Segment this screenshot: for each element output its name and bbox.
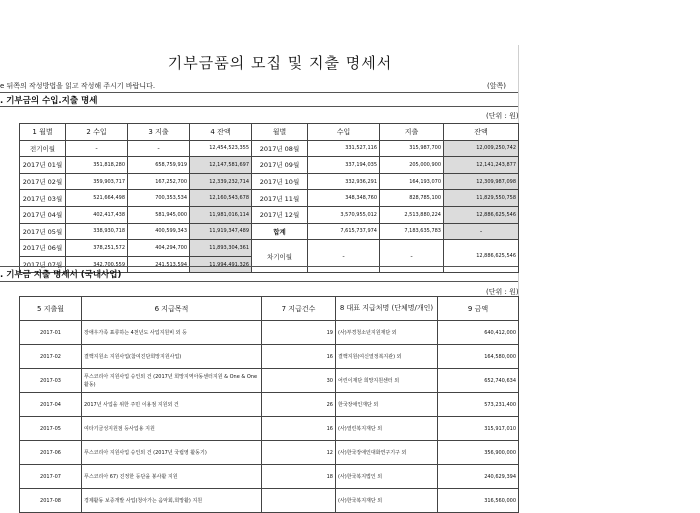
col-amount: 9 금액 xyxy=(438,297,519,321)
cell-carryover-label: 차기이월 xyxy=(252,240,308,273)
cell-month: 2017-06 xyxy=(20,441,82,465)
cell-balance: 12,147,581,697 xyxy=(190,157,252,174)
page-side-label: (앞쪽) xyxy=(487,82,506,90)
cell-month: 2017년 10월 xyxy=(252,173,308,190)
cell-expense: 700,353,534 xyxy=(128,190,190,207)
cell-balance: 11,893,304,361 xyxy=(190,240,252,257)
table-row xyxy=(20,489,519,513)
cell-month: 2017년 08월 xyxy=(252,140,308,157)
table-row xyxy=(20,393,519,417)
cell-expense: 315,987,700 xyxy=(380,140,444,157)
table-row xyxy=(20,140,519,157)
col-balance: 잔액 xyxy=(444,124,519,141)
cell-month: 2017-05 xyxy=(20,417,82,441)
table-row xyxy=(20,190,519,207)
cell-month: 2017년 04월 xyxy=(20,206,66,223)
cell-purpose: 2017년 사업을 위한 주민 이용점 지원외 건 xyxy=(82,393,262,417)
cell-purpose: 결핵지원소 지원사업(참여진단희망지원사업) xyxy=(82,345,262,369)
cell-month: 2017년 02월 xyxy=(20,173,66,190)
divider xyxy=(0,266,518,267)
cell-total-label: 합계 xyxy=(252,223,308,240)
table-row xyxy=(20,465,519,489)
cell-income: - xyxy=(66,140,128,157)
cell-month: 2017년 01월 xyxy=(20,157,66,174)
col-income: 2 수입 xyxy=(66,124,128,141)
cell-balance: 12,309,987,098 xyxy=(444,173,519,190)
cell-expense: 400,599,343 xyxy=(128,223,190,240)
cell-purpose: 푸스코리아 67) 진정한 등단을 봉사활 지원 xyxy=(82,465,262,489)
col-count: 7 지급건수 xyxy=(262,297,336,321)
cell-month: 2017년 03월 xyxy=(20,190,66,207)
cell-month: 2017-07 xyxy=(20,465,82,489)
cell-month: 2017년 09월 xyxy=(252,157,308,174)
cell-month: 2017-03 xyxy=(20,369,82,393)
col-purpose: 6 지급목적 xyxy=(82,297,262,321)
divider xyxy=(0,106,518,107)
cell-count: 18 xyxy=(262,465,336,489)
cell-balance: 12,160,543,678 xyxy=(190,190,252,207)
table-header-row xyxy=(20,124,519,141)
cell-income: 348,348,760 xyxy=(308,190,380,207)
cell-expense: 404,294,700 xyxy=(128,240,190,257)
cell-month: 2017년 07월 xyxy=(20,256,66,273)
cell-recipient: (사)부경청소년지원재단 외 xyxy=(336,321,438,345)
cell-count: 26 xyxy=(262,393,336,417)
cell-balance: 12,339,232,714 xyxy=(190,173,252,190)
col-balance: 4 잔액 xyxy=(190,124,252,141)
cell-count: 30 xyxy=(262,369,336,393)
cell-count: 16 xyxy=(262,417,336,441)
cell-expense: 7,183,635,783 xyxy=(380,223,444,240)
table-row xyxy=(20,369,519,393)
cell-amount: 315,917,010 xyxy=(438,417,519,441)
table-row xyxy=(20,173,519,190)
table-row xyxy=(20,223,519,240)
cell-amount: 640,412,000 xyxy=(438,321,519,345)
cell-balance: 11,994,491,326 xyxy=(190,256,252,273)
cell-expense: 205,000,900 xyxy=(380,157,444,174)
income-expense-table xyxy=(19,123,519,273)
cell-recipient: (사)한국장애인대화연구기구 외 xyxy=(336,441,438,465)
cell-expense: 828,785,100 xyxy=(380,190,444,207)
table-row xyxy=(20,345,519,369)
cell-expense: 167,252,700 xyxy=(128,173,190,190)
cell-recipient: 어린이재단 희망지원센터 외 xyxy=(336,369,438,393)
table-row xyxy=(20,206,519,223)
cell-count: 16 xyxy=(262,345,336,369)
cell-income: - xyxy=(308,240,380,273)
unit-label: (단위 : 원) xyxy=(486,112,519,120)
cell-income: 337,194,035 xyxy=(308,157,380,174)
cell-balance: 12,141,243,877 xyxy=(444,157,519,174)
col-month: 월별 xyxy=(252,124,308,141)
cell-balance: 12,886,625,546 xyxy=(444,206,519,223)
cell-month: 2017년 12월 xyxy=(252,206,308,223)
cell-income: 351,818,280 xyxy=(66,157,128,174)
cell-expense: 2,513,880,224 xyxy=(380,206,444,223)
cell-expense: 581,945,000 xyxy=(128,206,190,223)
cell-income: 402,417,438 xyxy=(66,206,128,223)
domestic-expense-table xyxy=(19,296,519,513)
cell-balance: 12,454,523,355 xyxy=(190,140,252,157)
cell-income: 7,615,737,974 xyxy=(308,223,380,240)
cell-balance: - xyxy=(444,223,519,240)
cell-month: 2017년 05월 xyxy=(20,223,66,240)
table-row xyxy=(20,417,519,441)
section2-title: . 기부금 지출 명세서 (국내사업) xyxy=(0,270,122,280)
cell-month: 2017년 11월 xyxy=(252,190,308,207)
table-row xyxy=(20,240,519,257)
divider xyxy=(0,92,518,93)
cell-month: 2017-02 xyxy=(20,345,82,369)
cell-purpose: 장애우가족 표류하는 4천년도 사업지원비 외 등 xyxy=(82,321,262,345)
cell-income: 338,930,718 xyxy=(66,223,128,240)
cell-balance: 11,981,016,114 xyxy=(190,206,252,223)
cell-count: 12 xyxy=(262,441,336,465)
table-row xyxy=(20,321,519,345)
cell-expense: - xyxy=(128,140,190,157)
cell-month: 전기이월 xyxy=(20,140,66,157)
table-header-row xyxy=(20,297,519,321)
cell-count xyxy=(262,489,336,513)
cell-recipient: 결핵지원(여신열정복지관) 외 xyxy=(336,345,438,369)
cell-amount: 356,900,000 xyxy=(438,441,519,465)
cell-recipient: (사)열린복지재단 외 xyxy=(336,417,438,441)
cell-expense: 164,193,070 xyxy=(380,173,444,190)
cell-income: 332,936,291 xyxy=(308,173,380,190)
col-income: 수입 xyxy=(308,124,380,141)
table-row xyxy=(20,157,519,174)
cell-income: 359,903,717 xyxy=(66,173,128,190)
cell-income: 342,700,559 xyxy=(66,256,128,273)
cell-income: 331,527,116 xyxy=(308,140,380,157)
table-row xyxy=(20,441,519,465)
col-month: 1 월별 xyxy=(20,124,66,141)
col-expense-month: 5 지출월 xyxy=(20,297,82,321)
cell-purpose: 푸스코리아 지원사업 승인외 건 (2017년 국립영 활동기) xyxy=(82,441,262,465)
col-recipient: 8 대표 지급처명 (단체명/개인) xyxy=(336,297,438,321)
cell-month: 2017-04 xyxy=(20,393,82,417)
cell-recipient: (사)한국복지법인 외 xyxy=(336,465,438,489)
divider xyxy=(0,281,518,282)
unit-label: (단위 : 원) xyxy=(486,288,519,296)
cell-purpose: 여타기금성지원점 등사업용 지원 xyxy=(82,417,262,441)
cell-income: 3,570,955,012 xyxy=(308,206,380,223)
cell-recipient: 한국장애인재단 외 xyxy=(336,393,438,417)
cell-purpose: 푸스코리아 지원사업 승인외 건 (2017년 희망지역아동센터지원 & One & One 활동) xyxy=(82,369,262,393)
cell-income: 378,251,572 xyxy=(66,240,128,257)
page-title: 기부금품의 모집 및 지출 명세서 xyxy=(167,54,393,72)
cell-income: 521,664,498 xyxy=(66,190,128,207)
notice-text: e 뒤쪽의 작성방법을 읽고 작성해 주시기 바랍니다. xyxy=(0,82,156,90)
cell-expense: 241,513,594 xyxy=(128,256,190,273)
cell-month: 2017-08 xyxy=(20,489,82,513)
col-expense: 지출 xyxy=(380,124,444,141)
cell-amount: 164,580,000 xyxy=(438,345,519,369)
cell-month: 2017-01 xyxy=(20,321,82,345)
cell-expense: 658,759,919 xyxy=(128,157,190,174)
cell-balance: 12,886,625,546 xyxy=(444,240,519,273)
cell-amount: 316,560,000 xyxy=(438,489,519,513)
cell-balance: 12,009,250,742 xyxy=(444,140,519,157)
cell-purpose: 경제활동 보증개발 사업(청아가는 음악회,희망활) 지원 xyxy=(82,489,262,513)
cell-balance: 11,829,550,758 xyxy=(444,190,519,207)
cell-recipient: (사)한국복지재단 외 xyxy=(336,489,438,513)
cell-amount: 652,740,634 xyxy=(438,369,519,393)
section1-title: . 기부금의 수입.지출 명세 xyxy=(0,96,98,106)
cell-expense: - xyxy=(380,240,444,273)
cell-month: 2017년 06월 xyxy=(20,240,66,257)
cell-balance: 11,919,347,489 xyxy=(190,223,252,240)
col-expense: 3 지출 xyxy=(128,124,190,141)
cell-amount: 573,231,400 xyxy=(438,393,519,417)
cell-count: 19 xyxy=(262,321,336,345)
cell-amount: 240,629,394 xyxy=(438,465,519,489)
